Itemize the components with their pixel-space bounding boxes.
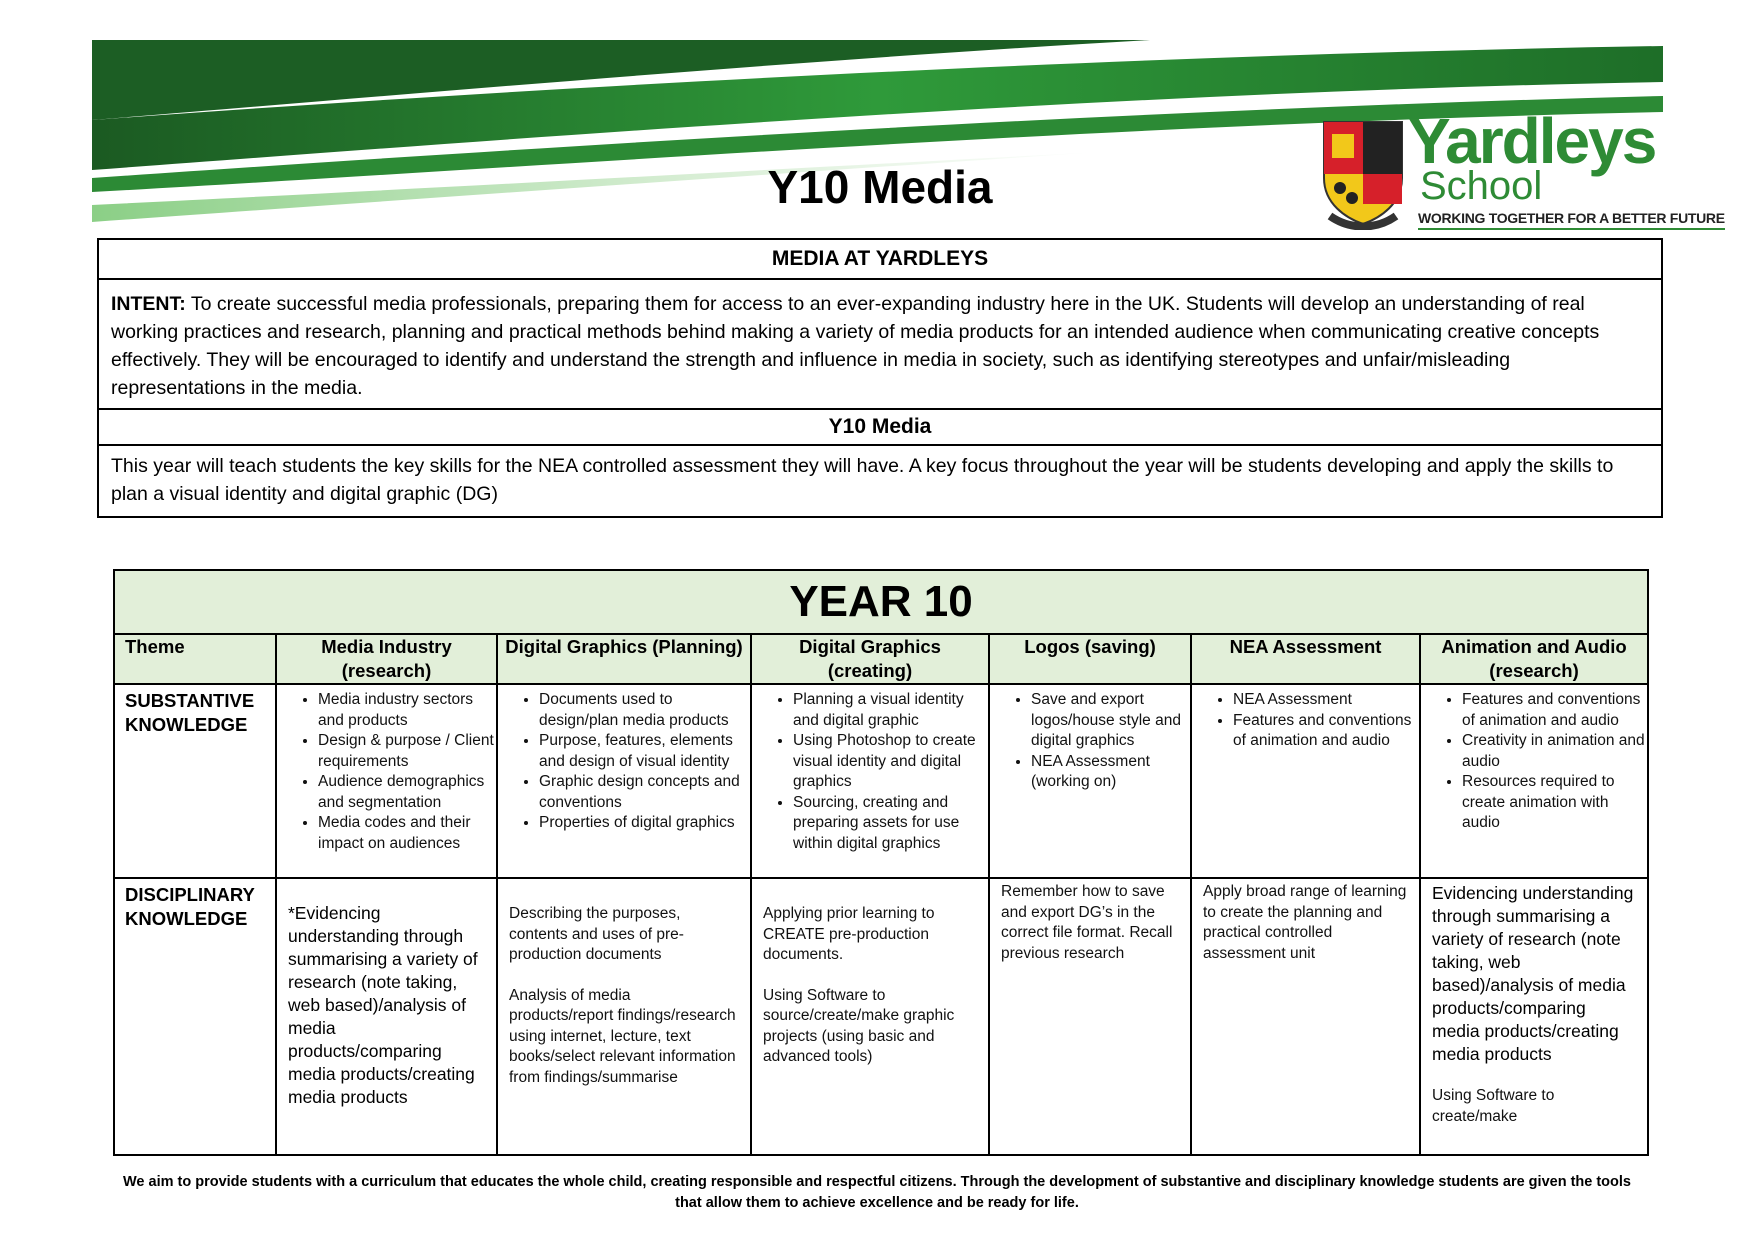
- cell-paragraph: Analysis of media products/report findings/research using internet, lecture, text books/select relevant information from findings/summarise: [509, 986, 736, 1086]
- list-item: • NEA Assessment: [1233, 690, 1418, 711]
- list-item: • Media industry sectors and products: [318, 690, 495, 731]
- list-item: • NEA Assessment (working on): [1031, 752, 1189, 793]
- column-header: Animation and Audio (research): [1420, 634, 1648, 684]
- column-header: Media Industry (research): [276, 634, 497, 684]
- cell-paragraph: Using Software to create/make: [1432, 1087, 1555, 1125]
- list-item: • Audience demographics and segmentation: [318, 772, 495, 813]
- footer-statement: We aim to provide students with a curriculum that educates the whole child, creating responsible and respectful citizens. Through the development of substantive and disciplinary knowledge students are given the tools that allow them to achieve excellence and be ready for life.: [122, 1174, 1631, 1211]
- table-cell: [276, 878, 497, 1155]
- table-row: [114, 684, 1648, 878]
- list-item: • Using Photoshop to create visual identity and digital graphics: [793, 731, 987, 793]
- cell-paragraph: Apply broad range of learning to create the planning and practical controlled assessment unit: [1203, 883, 1407, 962]
- bullet-list: [753, 690, 987, 854]
- bullet-list: [1422, 690, 1646, 834]
- bullet-list: [1193, 690, 1418, 752]
- row-label: DISCIPLINARY KNOWLEDGE: [114, 878, 276, 1155]
- column-header-row: [114, 634, 1648, 684]
- list-item: • Resources required to create animation with audio: [1462, 772, 1646, 834]
- column-header: Logos (saving): [989, 634, 1191, 684]
- cell-paragraph: Applying prior learning to CREATE pre-production documents.: [763, 905, 935, 963]
- bullet-list: [278, 690, 495, 854]
- intent-box: [97, 238, 1663, 518]
- list-item: • Planning a visual identity and digital graphic: [793, 690, 987, 731]
- table-row: [114, 878, 1648, 1155]
- list-item: • Documents used to design/plan media products: [539, 690, 749, 731]
- list-item: • Features and conventions of animation and audio: [1233, 711, 1418, 752]
- year-text: This year will teach students the key skills for the NEA controlled assessment they will have. A key focus throughout the year will be students developing and apply the skills to plan a visual identity and digital graphic (DG): [111, 455, 1614, 505]
- table-cell: [1191, 684, 1420, 878]
- intent-heading: MEDIA AT YARDLEYS: [99, 240, 1661, 280]
- school-logo: [1320, 105, 1725, 238]
- column-header: NEA Assessment: [1191, 634, 1420, 684]
- list-item: • Graphic design concepts and conventions: [539, 772, 749, 813]
- school-crest-icon: [1320, 118, 1406, 230]
- table-cell: [751, 878, 989, 1155]
- table-cell: [989, 684, 1191, 878]
- table-cell: [497, 684, 751, 878]
- table-cell: [276, 684, 497, 878]
- intent-body: [99, 280, 1661, 410]
- row-label: SUBSTANTIVE KNOWLEDGE: [114, 684, 276, 878]
- list-item: • Sourcing, creating and preparing assets for use within digital graphics: [793, 793, 987, 855]
- table-cell: [751, 684, 989, 878]
- page-title: Y10 Media: [767, 161, 993, 213]
- year-10-table: [113, 569, 1649, 1156]
- column-header: Digital Graphics (creating): [751, 634, 989, 684]
- cell-paragraph: *Evidencing understanding through summarising a variety of research (note taking, web based)/analysis of media products/comparing media products/creating media products: [288, 903, 478, 1107]
- list-item: • Features and conventions of animation and audio: [1462, 690, 1646, 731]
- column-header: Digital Graphics (Planning): [497, 634, 751, 684]
- list-item: • Creativity in animation and audio: [1462, 731, 1646, 772]
- cell-paragraph: Using Software to source/create/make graphic projects (using basic and advanced tools): [763, 986, 955, 1065]
- intent-label: INTENT:: [111, 293, 186, 315]
- cell-paragraph: Describing the purposes, contents and uses of pre-production documents: [509, 905, 684, 963]
- cell-paragraph: Remember how to save and export DG’s in the correct file format. Recall previous research: [1001, 883, 1173, 962]
- table-cell: [497, 878, 751, 1155]
- table-cell: [1191, 878, 1420, 1155]
- list-item: • Media codes and their impact on audiences: [318, 813, 495, 854]
- intent-text: To create successful media professionals, preparing them for access to an ever-expanding industry here in the UK. Students will develop an understanding of real working practices and research, planning and practical methods behind making a variety of media products for an intended audience when communicating creative concepts effectively. They will be encouraged to identify and understand the strength and influence in media in society, such as identifying stereotypes and unfair/misleading representations in the media.: [111, 293, 1600, 399]
- logo-name-line2: School: [1420, 164, 1543, 208]
- year-title: YEAR 10: [114, 570, 1648, 634]
- logo-name-line1: Yardleys: [1408, 105, 1656, 177]
- list-item: • Properties of digital graphics: [539, 813, 749, 834]
- list-item: • Purpose, features, elements and design of visual identity: [539, 731, 749, 772]
- bullet-list: [991, 690, 1189, 793]
- list-item: • Save and export logos/house style and digital graphics: [1031, 690, 1189, 752]
- table-cell: [989, 878, 1191, 1155]
- list-item: • Design & purpose / Client requirements: [318, 731, 495, 772]
- year-heading: Y10 Media: [99, 410, 1661, 446]
- bullet-list: [499, 690, 749, 834]
- cell-paragraph: Evidencing understanding through summarising a variety of research (note taking, web based)/analysis of media products/comparing media products/creating media products: [1432, 883, 1634, 1064]
- table-cell: [1420, 684, 1648, 878]
- column-header: Theme: [114, 634, 276, 684]
- logo-motto: WORKING TOGETHER FOR A BETTER FUTURE: [1418, 210, 1725, 230]
- table-cell: [1420, 878, 1648, 1155]
